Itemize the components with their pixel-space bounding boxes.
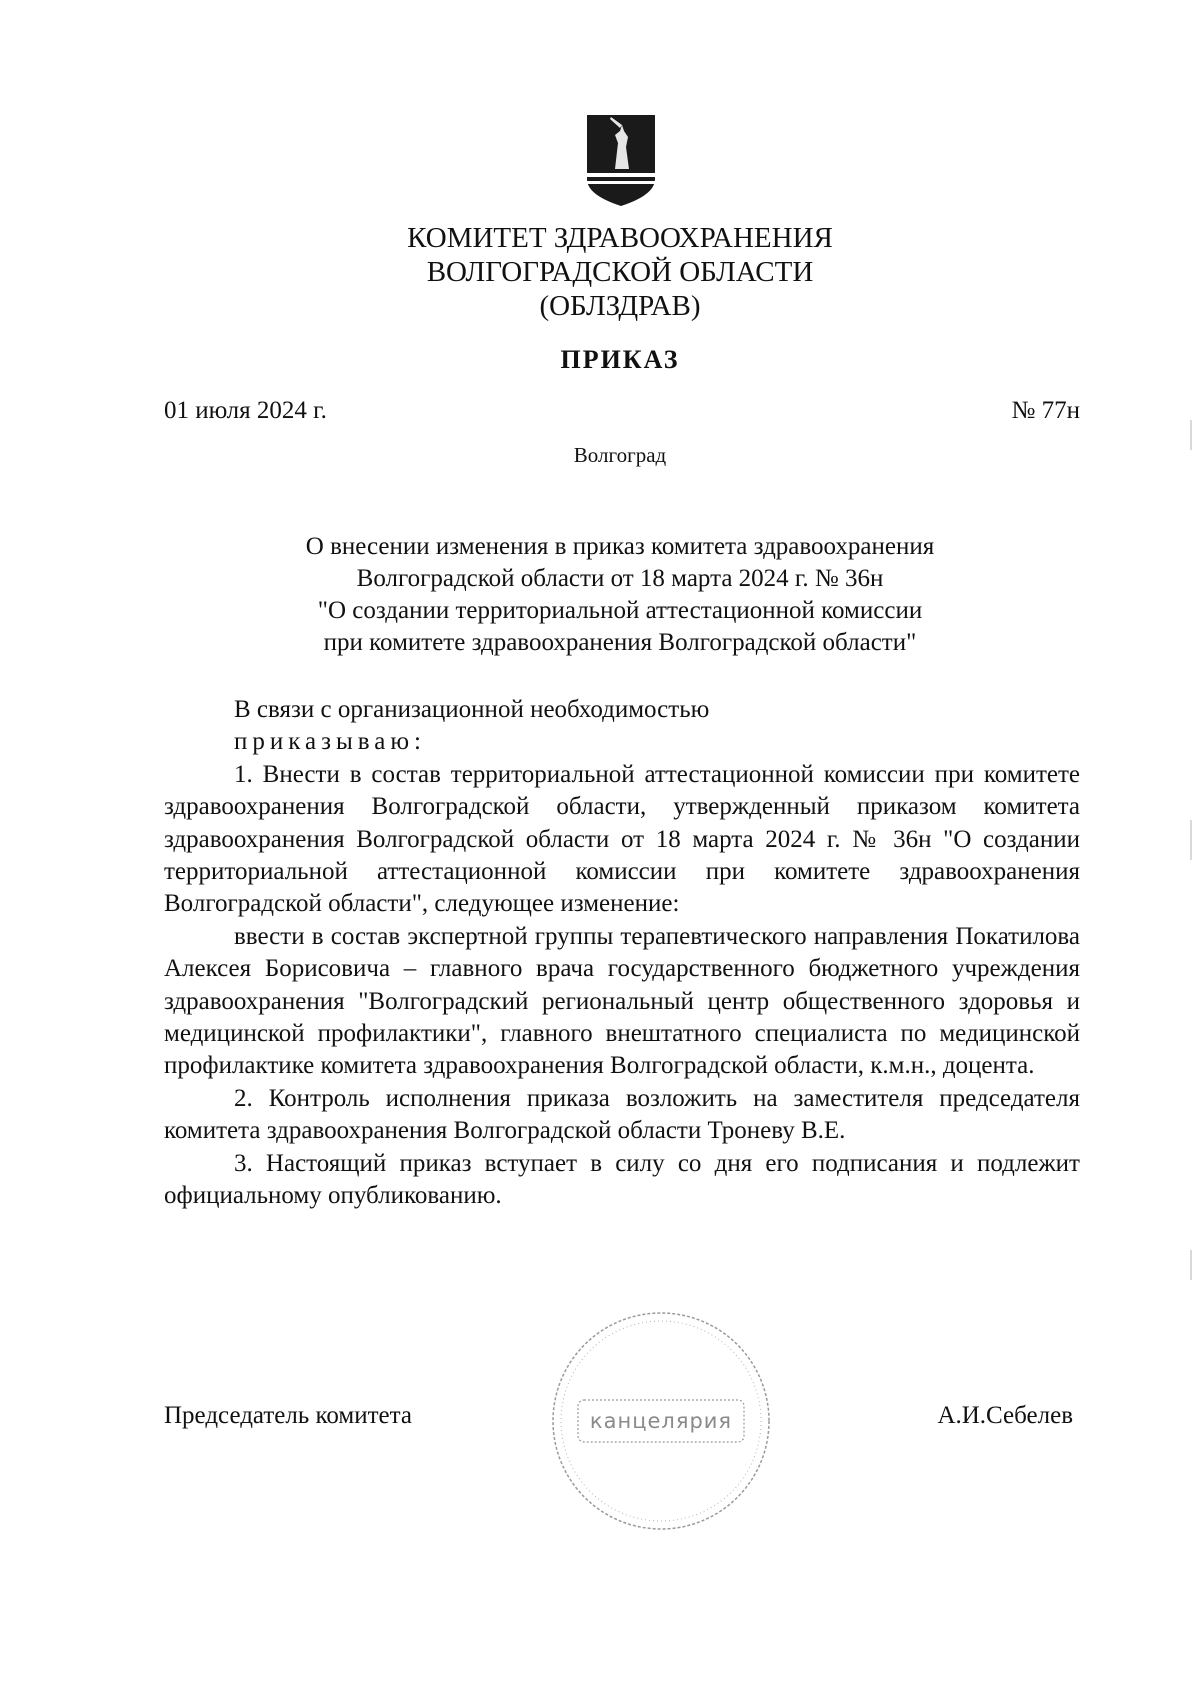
subject-line-3: "О создании территориальной аттестационной комиссии <box>317 597 923 624</box>
volgograd-coat-of-arms-icon <box>585 113 657 208</box>
order-word: приказываю: <box>234 728 426 756</box>
signatory-role: Председатель комитета <box>164 1402 412 1429</box>
item-2: 2. Контроль исполнения приказа возложить на заместителя председателя комитета здравоохранения Волгоградской области Троневу В.Е. <box>164 1084 1080 1145</box>
item-1: 1. Внести в состав территориальной аттестационной комиссии при комитете здравоохранения Волгоградской области, утвержденный приказом комитета здравоохранения Волгоградской области от 18 марта 2024 г. № 36н "О создании территориальной аттестационной комиссии при комитете здравоохранения Волгоградской области", следующее изменение: <box>164 760 1080 918</box>
org-name-line-1: КОМИТЕТ ЗДРАВООХРАНЕНИЯ <box>407 222 833 254</box>
order-date: 01 июля 2024 г. <box>164 397 327 424</box>
org-name-line-3: (ОБЛЗДРАВ) <box>539 290 701 322</box>
subject-line-4: при комитете здравоохранения Волгоградской области" <box>323 629 917 656</box>
subject-line-2: Волгоградской области от 18 марта 2024 г. № 36н <box>356 565 884 592</box>
scan-edge-mark <box>1190 1250 1192 1280</box>
subject-line-1: О внесении изменения в приказ комитета здравоохранения <box>305 533 935 560</box>
document-title: ПРИКАЗ <box>560 345 680 374</box>
intro-paragraph: В связи с организационной необходимостью <box>234 696 710 723</box>
order-city: Волгоград <box>573 443 667 467</box>
scan-edge-mark <box>1190 820 1192 860</box>
stamp-label: канцелярия <box>589 1409 733 1433</box>
order-number: № 77н <box>1011 397 1080 424</box>
org-name-line-2: ВОЛГОГРАДСКОЙ ОБЛАСТИ <box>426 256 814 288</box>
item-3: 3. Настоящий приказ вступает в силу со дня его подписания и подлежит официальному опубликованию. <box>164 1149 1080 1210</box>
order-subject <box>200 531 1040 659</box>
order-body <box>164 694 1080 1213</box>
scan-edge-mark <box>1190 420 1192 450</box>
item-1-detail: ввести в состав экспертной группы терапевтического направления Покатилова Алексея Борисовича – главного врача государственного бюджетного учреждения здравоохранения "Волгоградский региональный центр общественного здоровья и медицинской профилактики", главного внештатного специалиста по медицинской профилактике комитета здравоохранения Волгоградской области, к.м.н., доцента. <box>164 922 1080 1080</box>
signatory-name: А.И.Себелев <box>937 1402 1073 1429</box>
